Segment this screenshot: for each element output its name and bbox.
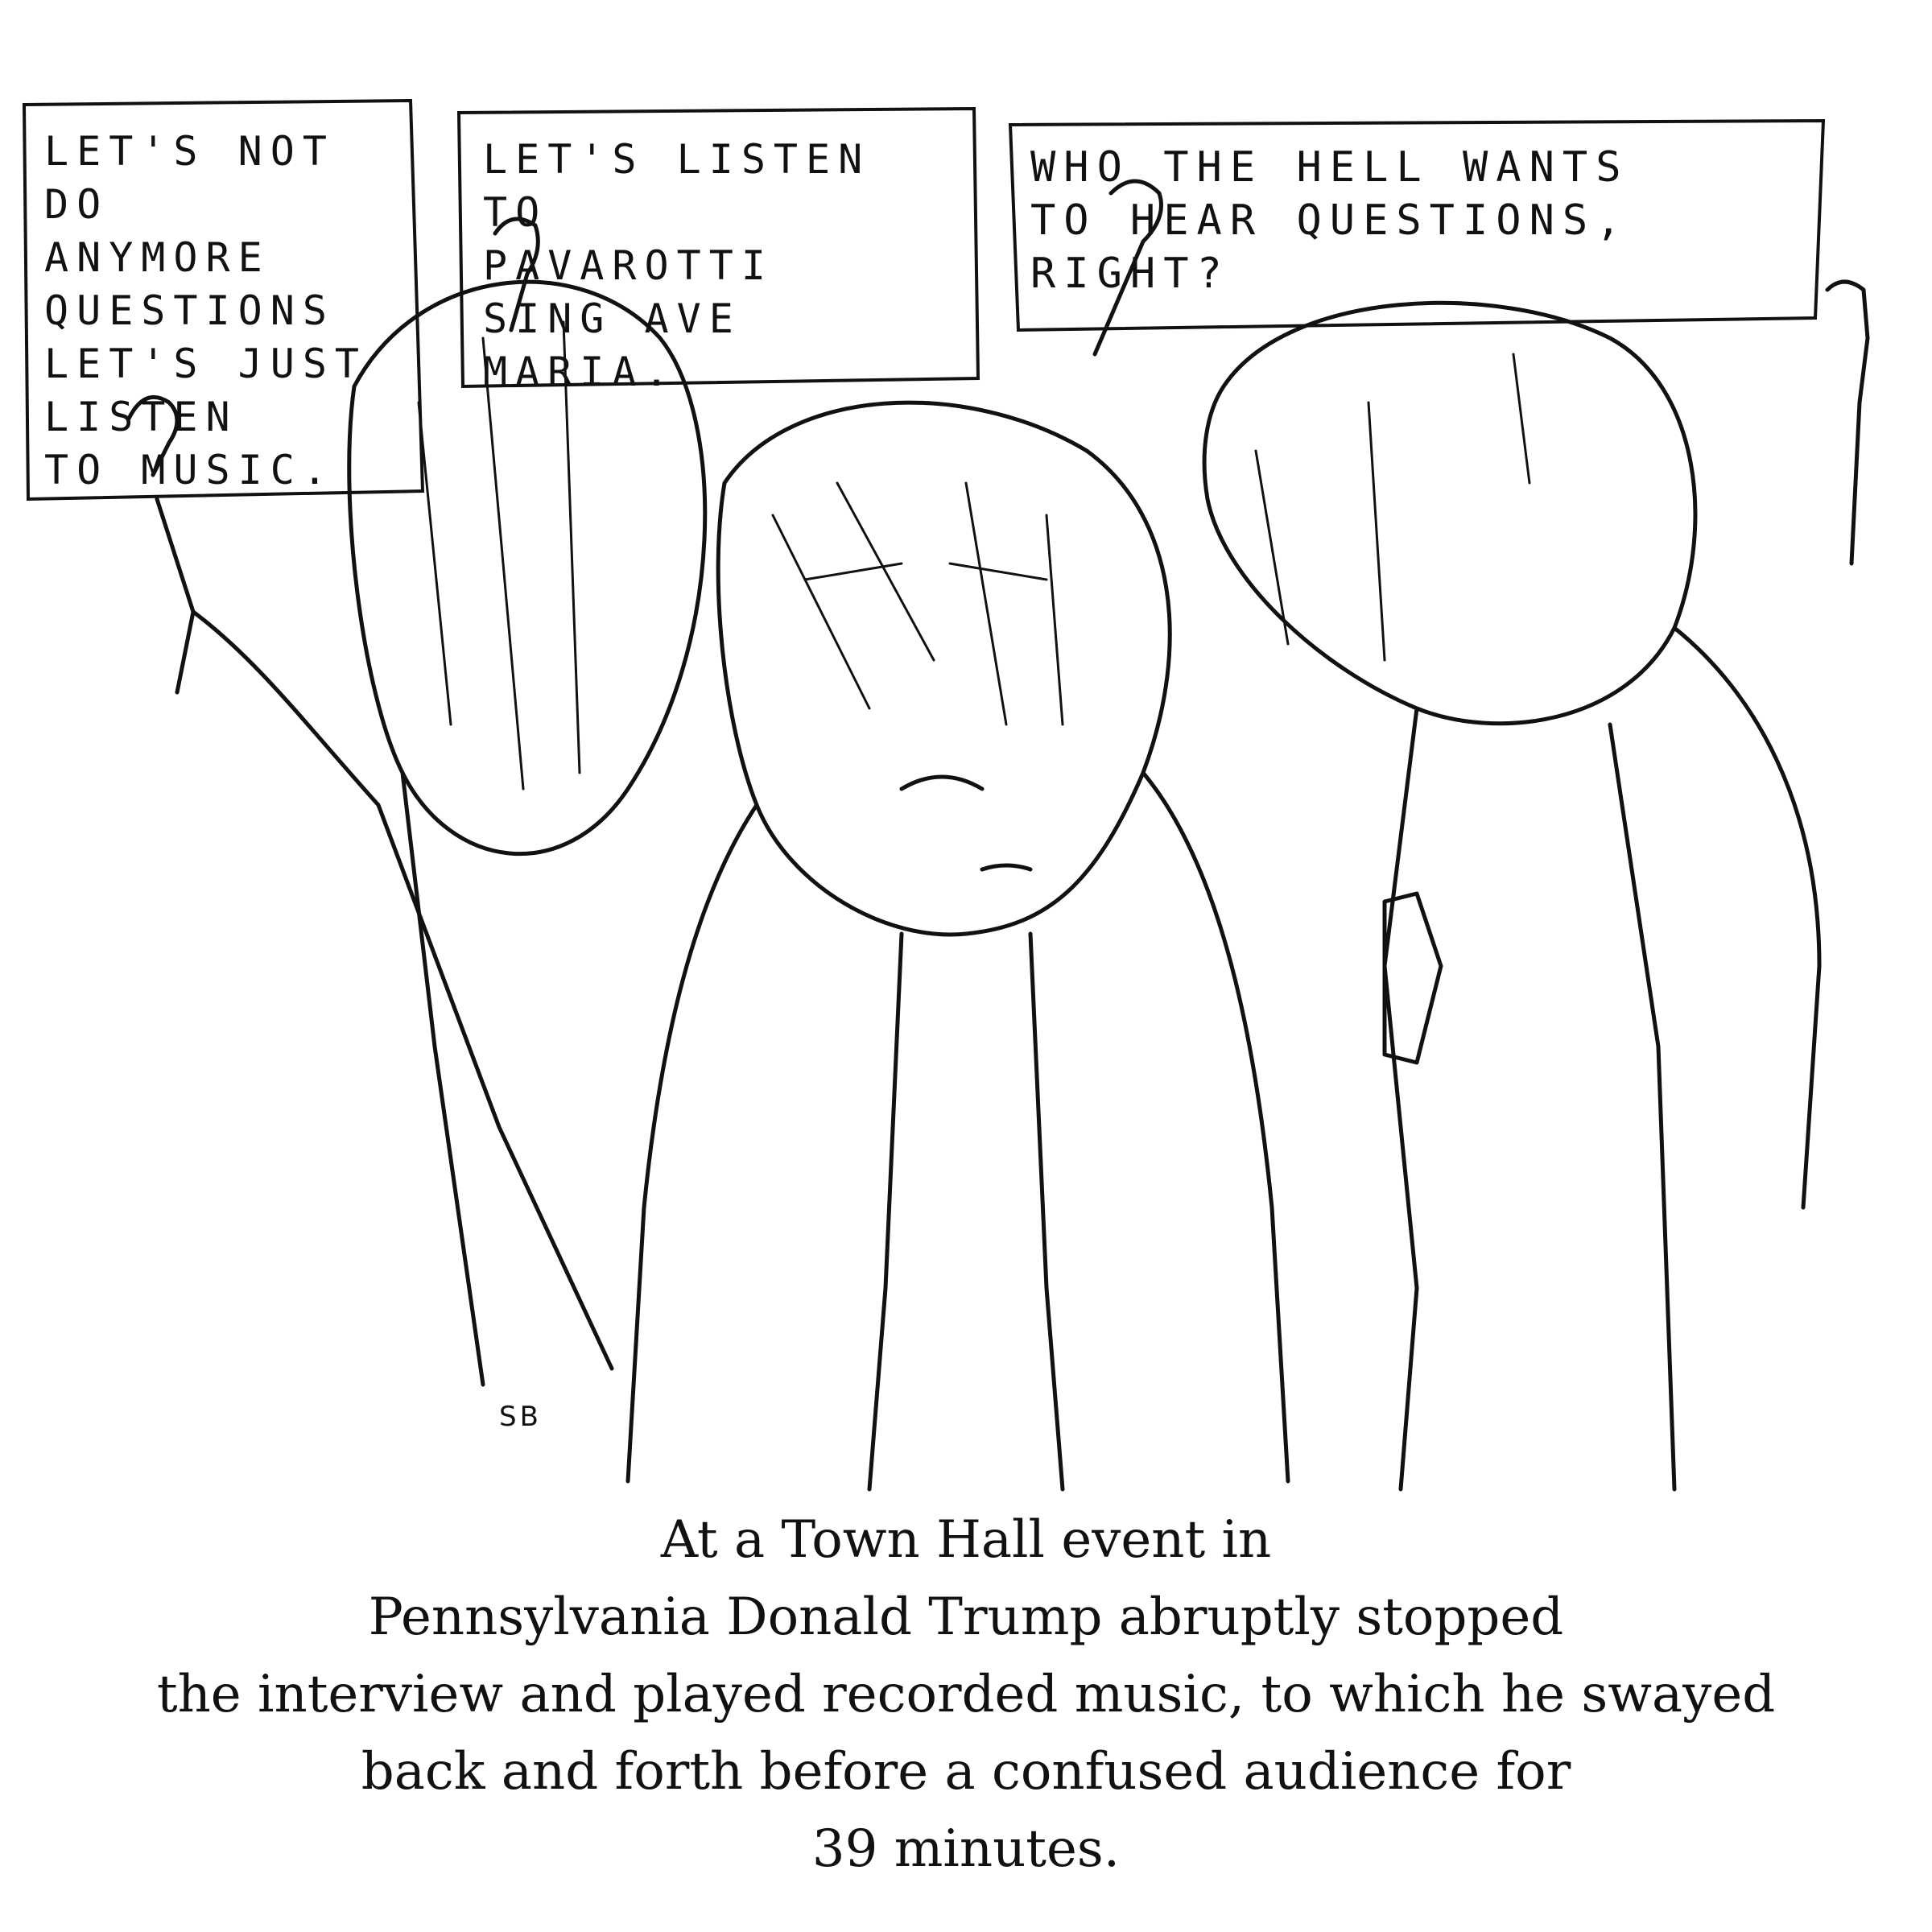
sign-3-text: WHO THE HELL WANTS TO HEAR QUESTIONS, RIGHT? xyxy=(1030,143,1629,298)
caption-text: At a Town Hall event in Pennsylvania Donald Trump abruptly stopped the interview and played recorded music, to which he swayed back and forth before a confused audience for 39 minutes. xyxy=(156,1510,1776,1879)
sign-1-text: LET'S NOT DO ANYMORE QUESTIONS LET'S JUST LISTEN TO MUSIC. xyxy=(44,128,368,493)
artist-signature: SB xyxy=(499,1401,542,1433)
center-figure xyxy=(628,402,1288,1489)
right-figure xyxy=(1204,303,1819,1489)
sign-2-text: LET'S LISTEN TO PAVAROTTI SING AVE MARIA. xyxy=(483,136,871,395)
